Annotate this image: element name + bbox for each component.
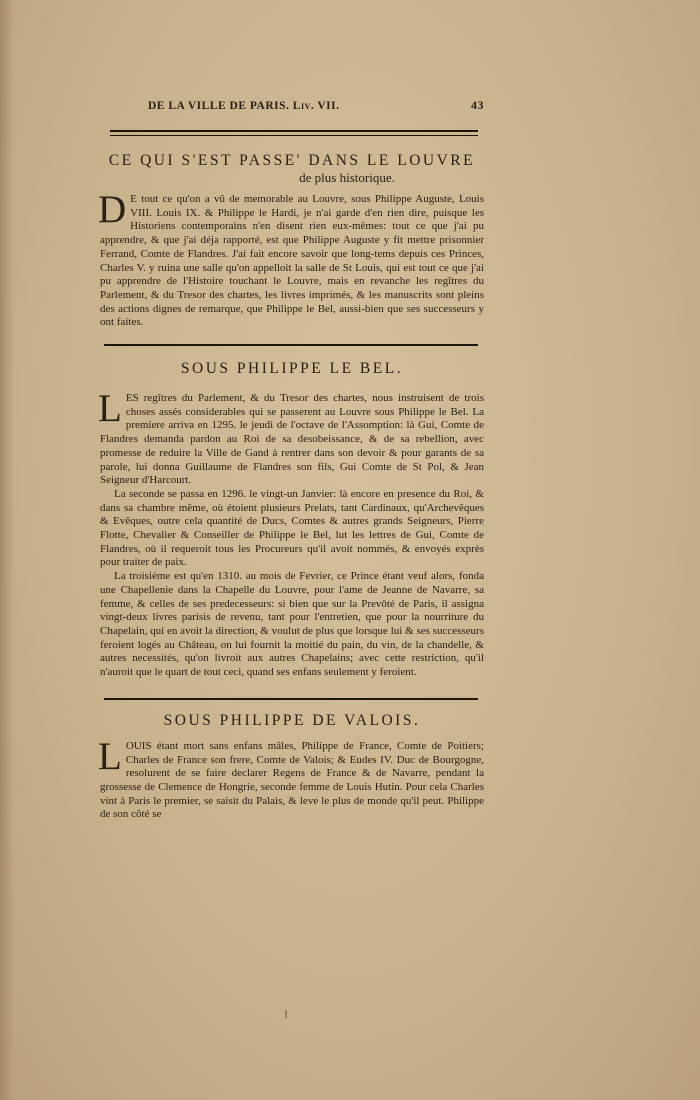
running-head [100,98,484,116]
page-mark [285,1010,287,1018]
section-title-philippe-le-bel: SOUS PHILIPPE LE BEL. [180,360,404,378]
section-subtitle-louvre: de plus historique. [299,170,395,185]
text-block [100,98,484,822]
section-paragraph [98,188,484,330]
section-title-philippe-de-valois: SOUS PHILIPPE DE VALOIS. [163,711,421,729]
page-number: 43 [471,98,484,112]
section-rule [104,698,478,700]
running-head-title: DE LA VILLE DE PARIS. Liv. VII. [148,100,340,112]
section-rule [104,344,478,346]
header-rule [110,130,478,136]
section-title-louvre: CE QUI S'EST PASSE' DANS LE LOUVRE [108,152,476,169]
paragraph-text: ES regîtres du Parlement, & du Tresor des chartes, nous instruisent de trois choses assés considerables qui se passerent au Louvre sous Philippe le Bel. La premiere arriva en 1295. le jeudi de l'octave de l'Assomption: là Gui, Comte de Flandres demanda pardon au Roi de sa desobeissance, & de sa rebellion, avec promesse de reduire la Ville de Gand à rentrer dans son devoir & pour garants de sa parole, lui donna Guillaume de Flandres son fils, Gui Comte de St Pol, & Jean Seigneur d'Harcourt. [100,392,484,487]
section-paragraph [98,387,484,488]
section-paragraph: La troisiéme est qu'en 1310. au mois de Fevrier, ce Prince étant veuf alors, fonda une Chapellenie dans la Chapelle du Louvre, pour l'ame de Jeanne de Navarre, sa femme, & celles de ses predecesseurs: si bien que sur la Prevôté de Paris, il assigna vingt-deux livres parisis de revenu, tant pour l'entretien, que pour la nourriture du Chapelain, qui en avoit la direction, & voulut de plus que lorsque lui & ses successeurs feroient logés au Château, on lui fournit la moitié du pain, du vin, de la chandelle, & autres necessités, qu'on livroit aux autres Chapelains; avec cette restriction, qu'il n'auroit que le quart de tout ceci, quand ses enfans seulement y feroient. [100,570,484,679]
section-paragraph [98,734,484,822]
paragraph-text: E tout ce qu'on a vû de memorable au Louvre, sous Philippe Auguste, Louis VIII. Louis IX. & Philippe le Hardi, je n'ai garde d'en rien dire, puisque les Historiens contemporains n'en disent rien eux-mêmes: tout ce que j'ai pu apprendre, & que j'ai déja rapporté, est que Philippe Auguste y fit mettre prisonnier Ferrand, Comte de Flandres. J'ai fait encore savoir que long-tems depuis ces Princes, Charles V. y ruina une salle qu'on appelloit la salle de St Louis, qui est tout ce que j'ai pu apprendre de l'Histoire touchant le Louvre, mais en revanche les regîtres du Parlement, & du Tresor des chartes, les livres imprimés, & les manuscrits sont pleins des actions dignes de remarque, que Philippe le Bel, aussi-bien que ses successeurs y ont faites. [100,193,484,329]
drop-cap: D [98,188,127,231]
section-paragraph: La seconde se passa en 1296. le vingt-un Janvier: là encore en presence du Roi, & dans sa chambre même, où étoient plusieurs Prelats, tant Cardinaux, qu'Archevêques & Evêques, outre cela quantité de Ducs, Comtes & autres grands Seigneurs, Pierre Flotte, Chevalier & Conseiller de Philippe le Bel, lut les lettres de Gui, Comte de Flandres, où il requeroit tous les Procureurs qu'il avoit nommés, & envoyés exprès pour traiter de paix. [100,487,484,569]
drop-cap: L [98,387,122,431]
drop-cap: L [98,734,122,778]
paragraph-text: OUIS étant mort sans enfans mâles, Philippe de France, Comte de Poitiers; Charles de France son frere, Comte de Valois; & Eudes IV. Duc de Bourgogne, resolurent de se faire declarer Regens de France & de Navarre, pendant la grossesse de Clemence de Hongrie, seconde femme de Louis Hutin. Pour cela Charles vint à Paris le premier, se saisit du Palais, & leve le plus de monde qu'il peut. Philippe de son côté se [100,739,484,821]
page-edge-shadow [0,0,14,1100]
